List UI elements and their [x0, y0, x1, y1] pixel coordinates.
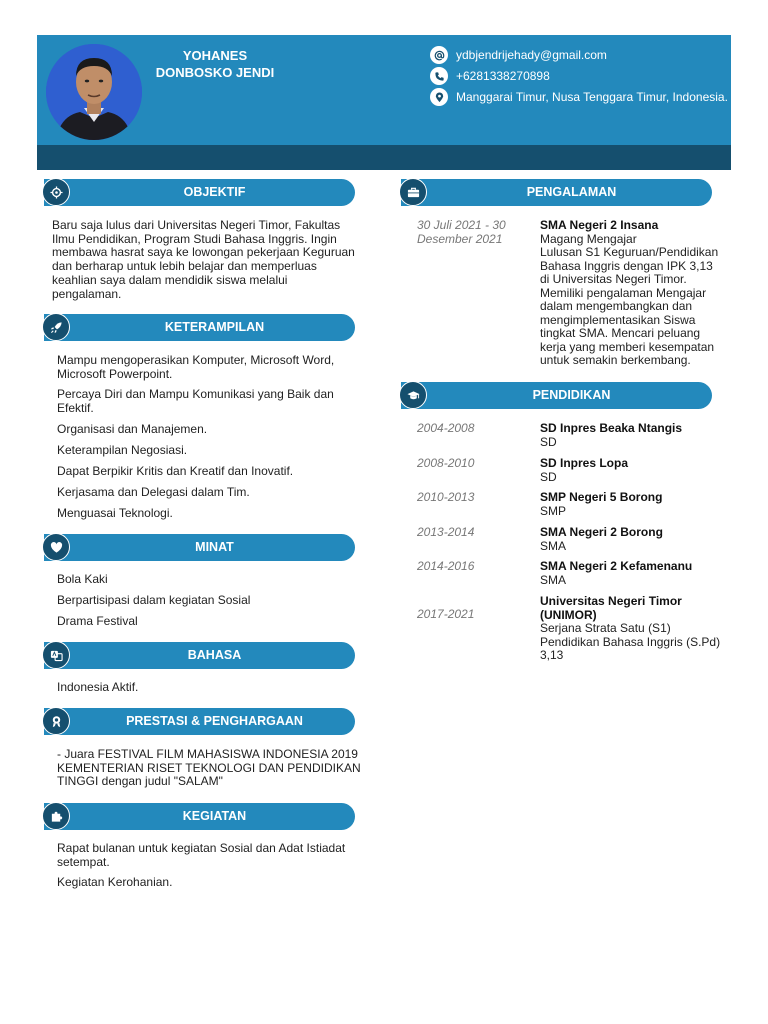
activity-line: Kegiatan Kerohanian. — [57, 875, 173, 889]
skill-line: Microsoft Powerpoint. — [57, 366, 173, 381]
puzzle-icon — [42, 802, 70, 830]
objektif-text — [52, 219, 362, 301]
skill-line: Efektif. — [57, 400, 94, 415]
objektif-line: membawa hasrat saya ke lowongan pekerjaan Keguruan — [52, 245, 355, 260]
section-title: KETERAMPILAN — [164, 320, 265, 334]
objektif-line: Ilmu Pendidikan, Program Studi Bahasa Inggris. Ingin — [52, 231, 337, 246]
section-prestasi-header — [44, 708, 355, 735]
education-years: 2004-2008 — [417, 421, 475, 435]
education-entry — [540, 422, 730, 449]
education-years: 2010-2013 — [417, 490, 475, 504]
date-line: 30 Juli 2021 - 30 — [417, 218, 506, 232]
target-icon — [42, 178, 70, 206]
experience-line: di Universitas Negeri Timor. — [540, 272, 687, 286]
experience-line: kerja yang memberi kesempatan — [540, 339, 715, 354]
contact-address — [430, 88, 728, 106]
skill-item — [57, 507, 173, 521]
section-kegiatan-header — [44, 803, 355, 830]
skill-item — [57, 423, 207, 437]
name-line-1: YOHANES — [182, 48, 248, 63]
skill-item — [57, 486, 250, 500]
education-years: 2014-2016 — [417, 559, 475, 573]
experience-org: SMA Negeri 2 Insana — [540, 218, 659, 232]
skill-line: Dapat Berpikir Kritis dan Kreatif dan Inovatif. — [57, 464, 294, 478]
achievement-line: TINGGI dengan judul "SALAM" — [57, 774, 223, 789]
school-name: SMA Negeri 2 Borong — [540, 525, 663, 539]
objektif-line: Baru saja lulus dari Universitas Negeri Timor, Fakultas — [52, 218, 341, 232]
graduation-cap-icon — [399, 381, 427, 409]
education-detail: SMA — [540, 572, 567, 587]
section-keterampilan-header — [44, 314, 355, 341]
activity-line: Rapat bulanan untuk kegiatan Sosial dan Adat Istiadat — [57, 841, 346, 855]
skill-line: Organisasi dan Manajemen. — [57, 422, 208, 436]
section-pengalaman-header — [401, 179, 712, 206]
achievement-text — [57, 748, 367, 789]
education-years: 2013-2014 — [417, 525, 475, 539]
education-detail: Pendidikan Bahasa Inggris (S.Pd) — [540, 634, 721, 649]
phone-text[interactable]: +6281338270898 — [456, 69, 550, 83]
skill-item — [57, 465, 293, 479]
translate-icon — [42, 641, 70, 669]
education-detail: SMP — [540, 503, 567, 518]
skill-item — [57, 444, 187, 458]
school-name: (UNIMOR) — [540, 607, 597, 622]
section-title: PRESTASI & PENGHARGAAN — [126, 714, 303, 728]
section-title: KEGIATAN — [182, 809, 247, 823]
briefcase-icon — [399, 178, 427, 206]
education-detail: SD — [540, 469, 557, 484]
achievement-line: KEMENTERIAN RISET TEKNOLOGI DAN PENDIDIKAN — [57, 760, 361, 775]
education-entry — [540, 595, 730, 663]
phone-icon — [430, 67, 448, 85]
skill-line: Percaya Diri dan Mampu Komunikasi yang Baik dan — [57, 387, 334, 401]
contact-phone — [430, 67, 550, 85]
location-pin-icon — [430, 88, 448, 106]
section-title: BAHASA — [187, 648, 242, 662]
section-title: PENDIDIKAN — [532, 388, 611, 402]
address-text: Manggarai Timur, Nusa Tenggara Timur, Indonesia. — [456, 90, 728, 104]
skill-line: Mampu mengoperasikan Komputer, Microsoft Word, — [57, 353, 335, 367]
education-detail: SD — [540, 434, 557, 449]
education-entry — [540, 526, 730, 553]
skill-item — [57, 354, 334, 381]
interest-item: Berpartisipasi dalam kegiatan Sosial — [57, 593, 251, 607]
experience-line: Bahasa Inggris dengan IPK 3,13 — [540, 258, 713, 273]
section-objektif-header — [44, 179, 355, 206]
activity-item — [57, 842, 345, 869]
header-band — [37, 145, 731, 170]
interest-item: Drama Festival — [57, 614, 138, 628]
name-line-2: DONBOSKO JENDI — [155, 65, 275, 80]
rocket-icon — [42, 313, 70, 341]
activity-item — [57, 876, 172, 890]
education-detail: 3,13 — [540, 648, 564, 662]
experience-line: mengimplementasikan Siswa — [540, 312, 696, 327]
education-entry — [540, 491, 730, 518]
objektif-line: pengalaman. — [52, 286, 122, 301]
experience-line: Lulusan S1 Keguruan/Pendidikan — [540, 245, 719, 259]
experience-line: Magang Mengajar — [540, 231, 637, 246]
school-name: SD Inpres Lopa — [540, 456, 629, 470]
objektif-line: keahlian saya dalam mendidik siswa melalui — [52, 272, 288, 287]
school-name: Universitas Negeri Timor — [540, 594, 682, 608]
experience-line: Memiliki pengalaman Mengajar — [540, 285, 707, 300]
section-minat-header — [44, 534, 355, 561]
education-years: 2017-2021 — [417, 607, 475, 621]
experience-line: untuk semakin berkembang. — [540, 353, 691, 367]
activity-line: setempat. — [57, 854, 110, 869]
section-bahasa-header — [44, 642, 355, 669]
education-years: 2008-2010 — [417, 456, 475, 470]
achievement-line: - Juara FESTIVAL FILM MAHASISWA INDONESIA 2019 — [57, 747, 358, 761]
section-title: OBJEKTIF — [183, 185, 246, 199]
education-entry — [540, 560, 730, 587]
skill-item — [57, 388, 334, 415]
school-name: SMA Negeri 2 Kefamenanu — [540, 559, 693, 573]
section-title: PENGALAMAN — [526, 185, 617, 199]
skill-line: Menguasai Teknologi. — [57, 506, 173, 520]
heart-icon — [42, 533, 70, 561]
education-entry — [540, 457, 730, 484]
date-line: Desember 2021 — [417, 231, 503, 246]
contact-email — [430, 46, 607, 64]
experience-entry — [540, 219, 730, 368]
section-pendidikan-header — [401, 382, 712, 409]
profile-photo — [46, 44, 142, 140]
objektif-line: dan berharap untuk lebih belajar dan memperluas — [52, 259, 317, 274]
school-name: SMP Negeri 5 Borong — [540, 490, 663, 504]
language-item: Indonesia Aktif. — [57, 680, 139, 694]
experience-line: dalam mengembangkan dan — [540, 299, 693, 313]
interest-item: Bola Kaki — [57, 572, 108, 586]
email-text[interactable]: ydbjendrijehady@gmail.com — [456, 48, 607, 62]
education-detail: SMA — [540, 538, 567, 553]
education-detail: Serjana Strata Satu (S1) — [540, 621, 671, 635]
at-icon — [430, 46, 448, 64]
experience-line: tingkat SMA. Mencari peluang — [540, 326, 701, 340]
school-name: SD Inpres Beaka Ntangis — [540, 421, 683, 435]
experience-date — [417, 219, 527, 246]
skill-line: Keterampilan Negosiasi. — [57, 443, 188, 457]
skill-line: Kerjasama dan Delegasi dalam Tim. — [57, 485, 250, 499]
candidate-name — [150, 47, 280, 81]
award-ribbon-icon — [42, 707, 70, 735]
section-title: MINAT — [195, 540, 234, 554]
